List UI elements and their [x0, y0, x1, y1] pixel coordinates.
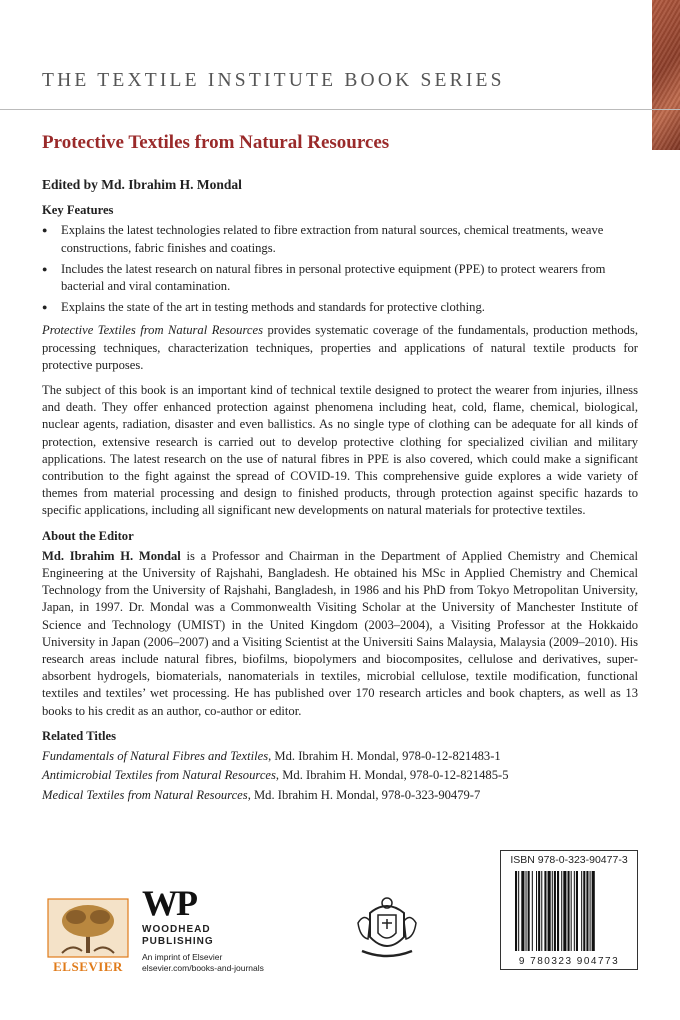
elsevier-logo [42, 895, 134, 975]
description-paragraph: The subject of this book is an important kind of technical textile designed to protect the wearer from injuries, illness and death. They offer enhanced protection against phenomena including heat, cold, flame, chemical, biological, nuclear agents, radiation, disaster and even ballistics. As no single type of clothing can be adequate for all kinds of protection, extensive research is carried out to develop protective clothing for specialized civilian and military applications. The latest research on the use of natural fibres in PPE is also covered, which could make a significant contribution to the fight against the spread of COVID-19. This comprehensive guide explores a wide variety of themes from material processing and design to finished products, through protection against specific hazards to specific applications, including all significant new developments on natural materials for protective textiles. [42, 383, 638, 518]
key-features-list [42, 222, 638, 316]
textile-institute-crest-icon [352, 893, 422, 965]
fabric-swatch-image [652, 0, 680, 150]
key-features-heading: Key Features [42, 203, 114, 218]
wp-name-line2: PUBLISHING [142, 936, 214, 947]
editor-bio [42, 548, 638, 720]
back-cover-content [42, 176, 638, 806]
list-item [42, 767, 638, 784]
intro-book-title: Protective Textiles from Natural Resources [42, 323, 263, 338]
series-title: THE TEXTILE INSTITUTE BOOK SERIES [42, 70, 505, 91]
list-item [42, 787, 638, 804]
barcode-number: 9 780323 904773 [518, 956, 620, 967]
editor-bio-text: is a Professor and Chairman in the Department of Applied Chemistry and Chemical Engineering at the University of Rajshahi, Bangladesh. He obtained his MSc in Applied Chemistry and Chemical Technology from the University of Rajshahi, Bangladesh, in 1986 and his PhD from Tokyo Metropolitan University, Japan, in 1997. Dr. Mondal was a Commonwealth Visiting Scholar at the University of Manchester Institute of Science and Technology (UMIST) in the United Kingdom (2003–2004), a Visiting Professor at the Hokkaido University in Japan (2006–2007) and a Visiting Scientist at the Universiti Sains Malaysia, Malaysia (2009–2010). His research areas include natural fibres, biofilms, biopolymers and biocomposites, cellulose and derivatives, super-absorbent hydrogels, biomaterials, nanomaterials in textiles, microbial cellulose, textile modification, functional textiles and textiles’ wet processing. He has published over 170 research articles and book chapters, as well as 13 books to his credit as an author, co-author or editor. [42, 548, 639, 718]
related-title: Antimicrobial Textiles from Natural Resources [42, 768, 276, 783]
list-item [42, 748, 638, 765]
wp-logo-mark: WP [142, 883, 196, 923]
publisher-url: elsevier.com/books-and-journals [142, 962, 264, 973]
list-item: ● Explains the state of the art in testing methods and standards for protective clothing. [42, 299, 638, 316]
related-title: Medical Textiles from Natural Resources [42, 787, 248, 802]
elsevier-wordmark: ELSEVIER [53, 959, 123, 974]
isbn-label: ISBN 978-0-323-90477-3 [510, 854, 628, 866]
intro-paragraph [42, 322, 638, 374]
book-title: Protective Textiles from Natural Resources [42, 132, 390, 153]
related-titles-list [42, 748, 638, 804]
about-editor-heading: About the Editor [42, 528, 134, 543]
related-details: , Md. Ibrahim H. Mondal, 978-0-12-821483-1 [268, 749, 501, 764]
barcode-bars-icon [513, 871, 625, 951]
imprint-text: An imprint of Elsevier [142, 952, 223, 962]
wp-name-line1: WOODHEAD [142, 924, 211, 935]
related-details: , Md. Ibrahim H. Mondal, 978-0-323-90479-7 [247, 787, 481, 802]
elsevier-tree-icon [42, 895, 134, 959]
header-divider [0, 109, 680, 110]
isbn-barcode [500, 850, 638, 970]
list-item: ● Includes the latest research on natural fibres in personal protective equipment (PPE) to protect wearers from bacterial and viral contamination. [42, 261, 638, 295]
intro-text: provides systematic coverage of the fundamentals, production methods, processing techniques, characterization techniques, properties and applications of natural textile products for protective purposes. [42, 323, 638, 372]
editor-name: Md. Ibrahim H. Mondal [42, 548, 181, 563]
woodhead-publishing-logo [142, 885, 272, 973]
editor-line: Edited by Md. Ibrahim H. Mondal [42, 177, 242, 192]
related-titles-heading: Related Titles [42, 728, 117, 743]
related-title: Fundamentals of Natural Fibres and Textiles [42, 749, 269, 764]
related-details: , Md. Ibrahim H. Mondal, 978-0-12-821485-5 [275, 768, 509, 783]
list-item: ● Explains the latest technologies related to fibre extraction from natural sources, chemical treatments, weave constructions, fabric finishes and coatings. [42, 222, 638, 256]
